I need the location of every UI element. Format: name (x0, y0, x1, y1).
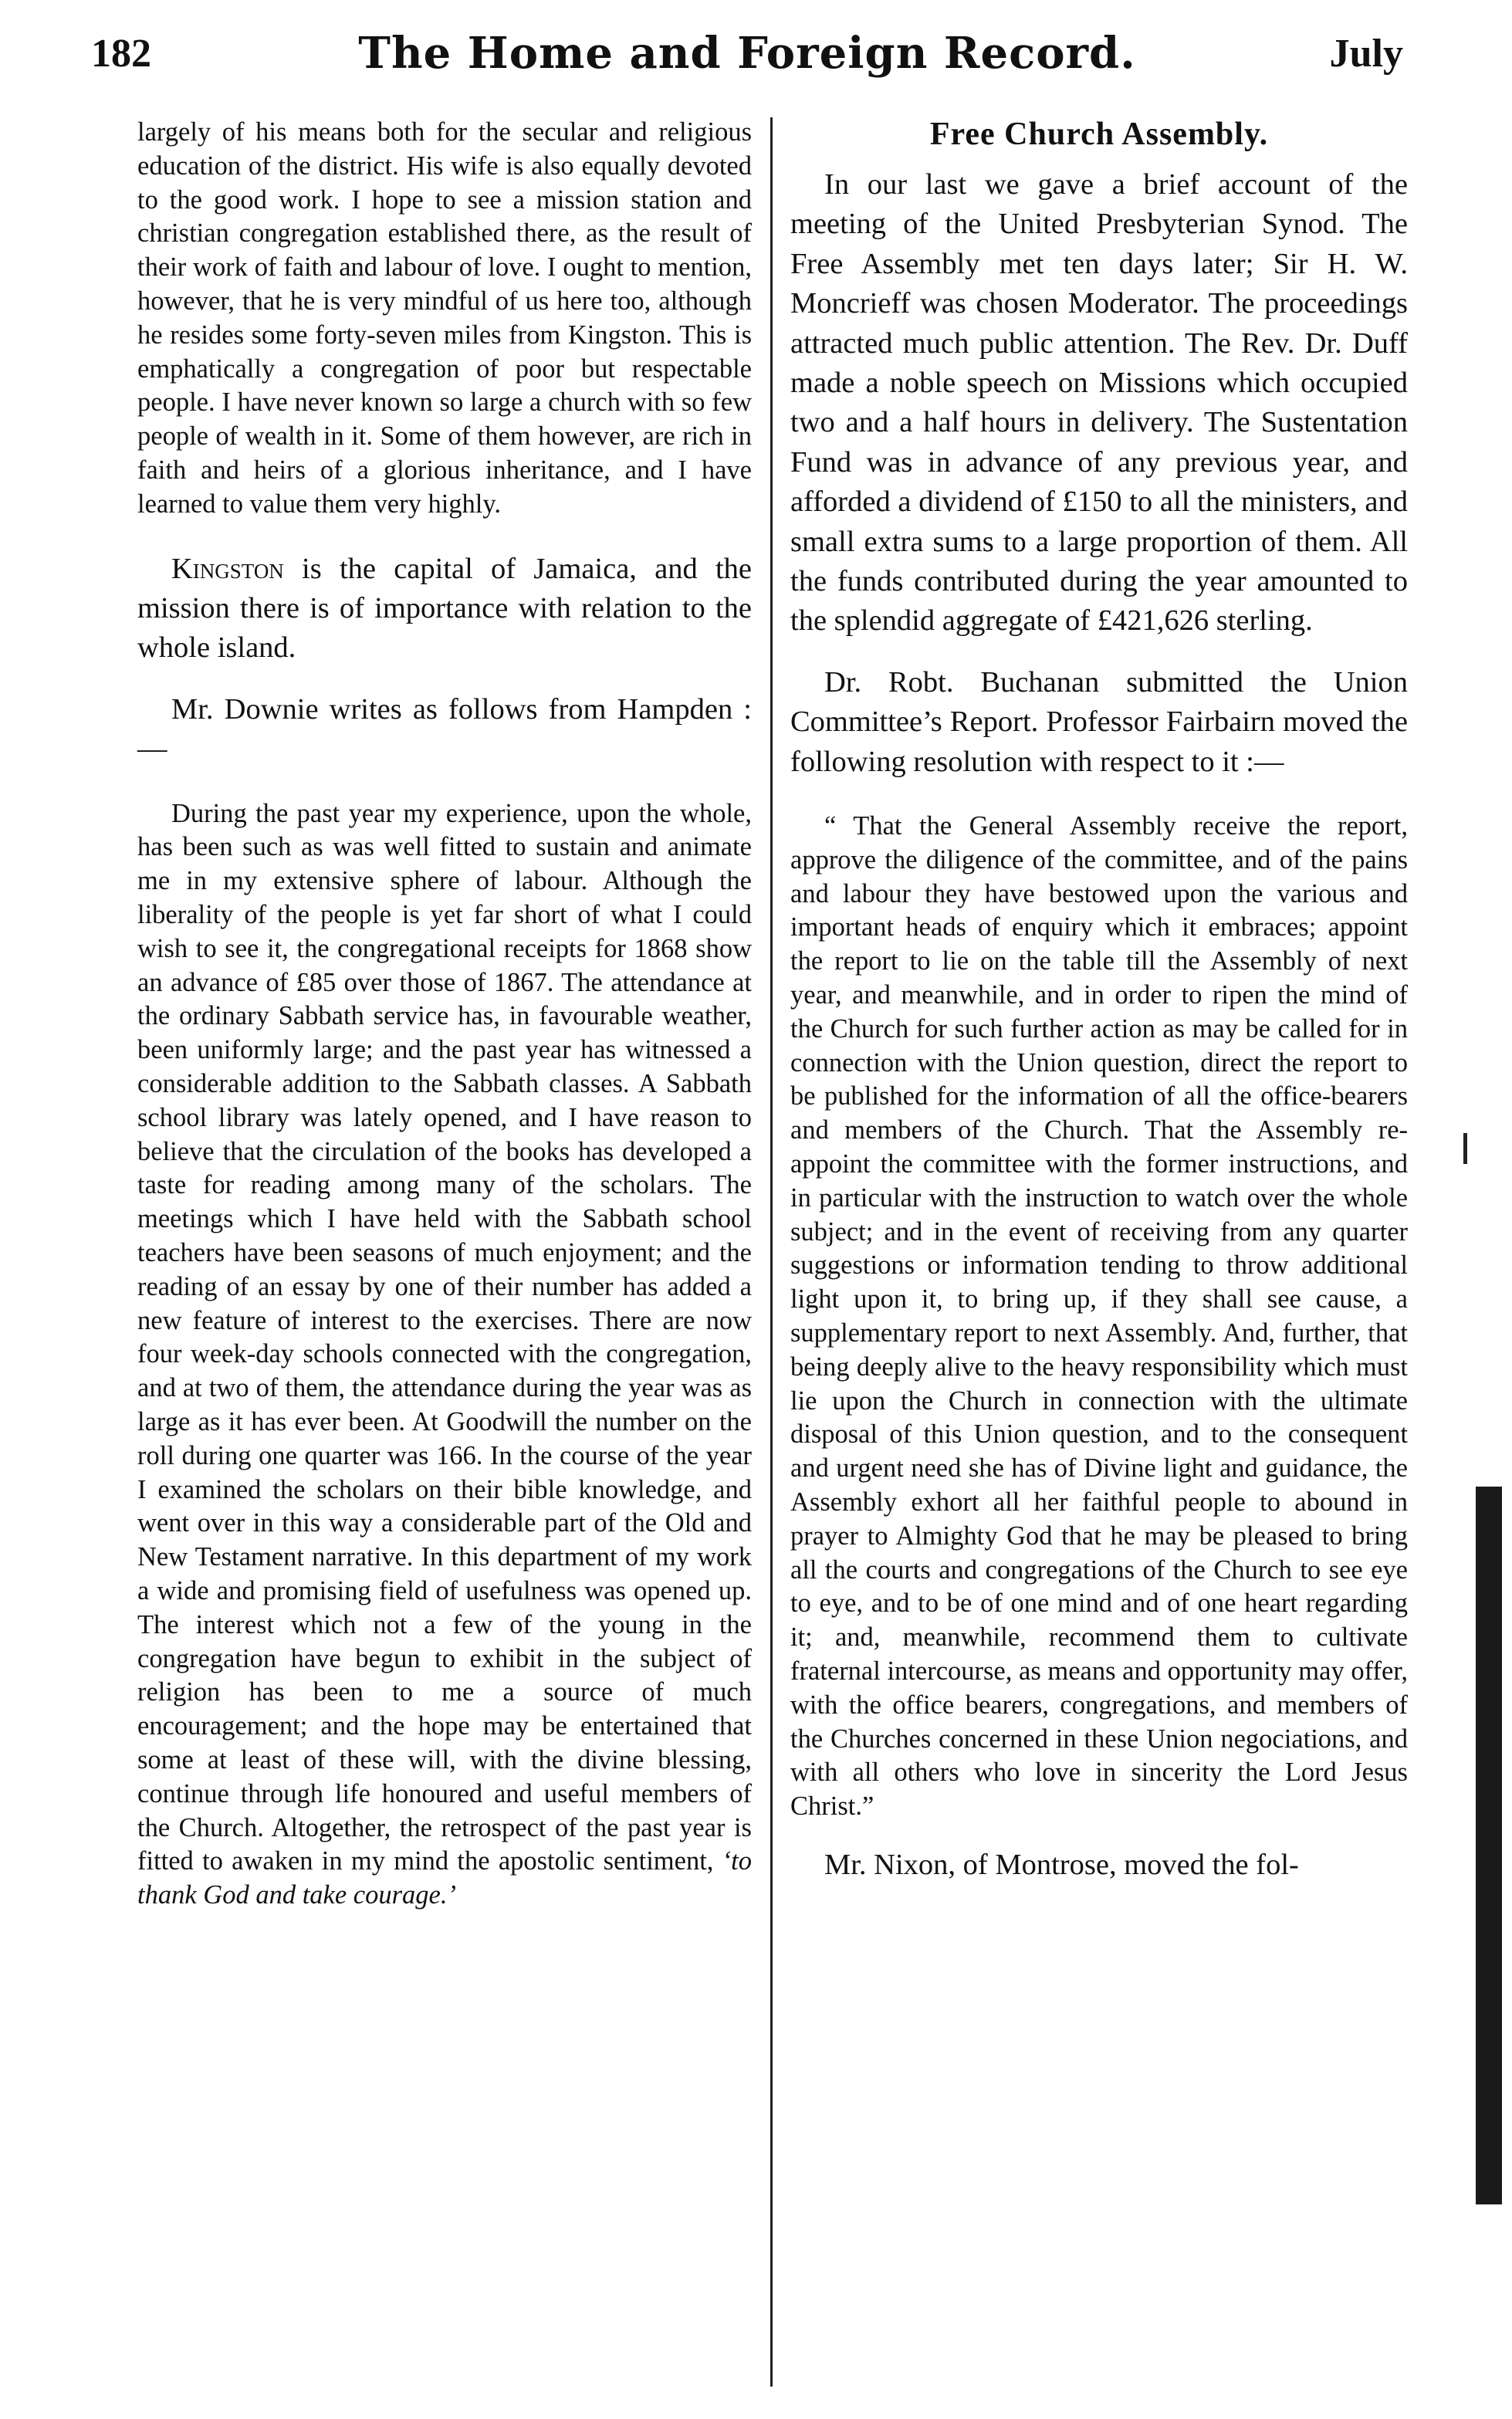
right-column (790, 116, 1408, 1885)
kingston-text: is the capital of Jamaica, and the mission there is of importance with relation to the whole island. (137, 552, 752, 665)
issue-month: July (1329, 32, 1403, 76)
kingston-paragraph (137, 550, 752, 668)
resolution-text: “ That the General Assembly receive the report, approve the diligence of the committee, and of the pains and labour they have bestowed upon the various and important heads of enquiry which it embraces; appoint the report to lie on the table till the Assembly of next year, and meanwhile, and in order to ripen the mind of the Church for such further action as may be called for in connection with the Union question, direct the report to be published for the information of all the office-bearers and members of the Church. That the Assembly re-appoint the committee with the former instructions, and in particular with the instruction to watch over the whole subject; and in the event of receiving from any quarter suggestions or information tending to throw additional light upon it, to bring up, if they shall see cause, a supplementary report to next Assembly. And, further, that being deeply alive to the heavy responsibility which must lie upon the Church in connection with the ultimate disposal of this Union question, and to the consequent and urgent need she has of Divine light and guidance, the Assembly exhort all her faithful people to abound in prayer to Almighty God that he may be pleased to bring all the courts and congregations of the Church to see eye to eye, and to be of one mind and of one heart regarding it; and, meanwhile, recommend them to cultivate fraternal intercourse, as means and opportunity may offer, with the office bearers, congregations, and members of the Churches concerned in these Union negociations, and with all others who love in sincerity the Lord Jesus Christ.” (790, 811, 1408, 1822)
page-number: 182 (91, 32, 151, 76)
downie-letter-text: During the past year my experience, upon the whole, has been such as was well fitted to sustain and animate me in my extensive sphere of labour. Although the liberality of the people is yet far short of what I could wish to see it, the congregational receipts for 1868 show an advance of £85 over those of 1867. The attendance at the ordinary Sabbath service has, in favourable weather, been uniformly large; and the past year has witnessed a considerable addition to the Sabbath classes. A Sabbath school library was lately opened, and I have reason to believe that the circulation of the books has developed a taste for reading among many of the scholars. The meetings which I have held with the Sabbath school teachers have been seasons of much enjoyment; and the reading of an essay by one of their number has added a new feature of interest to the exercises. There are now four week-day schools connected with the congregation, and at two of them, the attendance during the year was as large as it has ever been. At Goodwill the number on the roll during one quarter was 166. In the course of the year I examined the scholars on their bible knowledge, and went over in this way a considerable part of the Old and New Testament narrative. In this department of my work a wide and promising field of usefulness was opened up. The interest which not a few of the young in the congregation have begun to exhibit in the subject of religion has been to me a source of much encouragement; and the hope may be entertained that some at least of these will, with the divine blessing, continue through life honoured and useful members of the Church. Altogether, the retrospect of the past year is fitted to awaken in my mind the apostolic sentiment, (137, 798, 752, 1876)
downie-letter (137, 797, 752, 1913)
kingston-word: Kingston (171, 552, 284, 585)
running-title: The Home and Foreign Record. (358, 28, 1136, 79)
letter-continued: largely of his means both for the secular and religious education of the district. His wife is also equally devoted to the good work. I hope to see a mission station and christian congregation established there, as the result of their work of faith and labour of love. I ought to mention, however, that he is very mindful of us here too, although he resides some forty-seven miles from Kingston. This is emphatically a congregation of poor but respectable people. I have never known so large a church with so few people of wealth in it. Some of them however, are rich in faith and heirs of a glorious inheritance, and I have learned to value them very highly. (137, 117, 752, 519)
downie-intro: Mr. Downie writes as follows from Hampden :— (137, 692, 752, 766)
margin-mark (1463, 1133, 1467, 1164)
running-header (91, 28, 1403, 90)
section-heading: Free Church Assembly. (929, 117, 1269, 152)
scan-edge-shadow (1476, 1487, 1502, 2204)
assembly-paragraph-3: Mr. Nixon, of Montrose, moved the fol- (824, 1849, 1299, 1881)
left-column (137, 116, 752, 1913)
assembly-paragraph-1: In our last we gave a brief account of the meeting of the United Presbyterian Synod. The Free Assembly met ten days later; Sir H. W. Moncrieff was chosen Moderator. The proceedings attracted much public attention. The Rev. Dr. Duff made a noble speech on Missions which occupied two and a half hours in delivery. The Sustentation Fund was in advance of any previous year, and afforded a dividend of £150 to all the ministers, and small extra sums to a large proportion of them. All the funds contributed during the year amounted to the splendid aggregate of £421,626 sterling. (790, 168, 1408, 638)
downie-letter-quote: ‘to thank God and take courage.’ (137, 1846, 752, 1910)
column-divider (770, 117, 773, 2387)
assembly-paragraph-2: Dr. Robt. Buchanan submitted the Union Committee’s Report. Professor Fairbairn moved the following resolution with respect to it :— (790, 665, 1408, 778)
